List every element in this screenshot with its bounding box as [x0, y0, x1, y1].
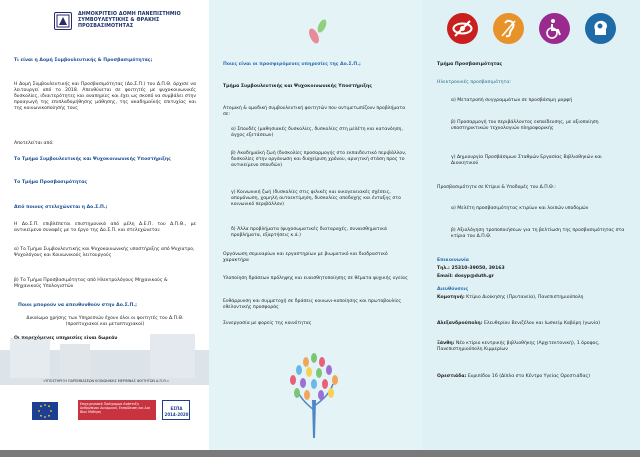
- tree-illustration-icon: [279, 340, 349, 440]
- problem-b: β) Ακαδημαϊκή ζωή (δυσκολίες προσαρμογής στο εκπαιδευτικό περιβάλλον, δυσκολίες στην οργάνωση και διαχείριση χρόνου, αρνητική στάση προς το αντικείμενο σπουδών): [231, 151, 407, 168]
- logo-text: ΔΗΜΟΚΡΙΤΕΙΟ ΔΟΜΗ ΠΑΝΕΠΙΣΤΗΜΙΟ ΣΥΜΒΟΥΛΕΥΤΙΚΗΣ & ΘΡΑΚΗΣ ΠΡΟΣΒΑΣΙΜΟΤΗΤΑΣ: [78, 12, 181, 29]
- address-city: Αλεξανδρούπολη:: [437, 321, 483, 326]
- q1-heading: Τι είναι η Δομή Συμβουλευτικής & Προσβασιμότητας;: [14, 58, 153, 63]
- address-text: Ελευθερίου Βενιζέλου και Ιωσκείμ Καβύρη (γωνία): [484, 321, 601, 326]
- service-community: Συνεργασία με φορείς της κοινότητας: [223, 321, 312, 326]
- duth-logo: [54, 10, 181, 32]
- address-text: Ευριπίδου 16 (Δίπλα στο Κέντρο Υγείας Ορεστιάδας): [467, 374, 590, 379]
- address-text: Κτίριο Διοίκησης (Πρυτανεία), Πανεπιστημιούπολη: [466, 295, 584, 300]
- project-title: «ΥΠΟΣΤΗΡΙΞΗ ΠΑΡΕΜΒΑΣΕΩΝ ΚΟΙΝΩΝΙΚΗΣ ΜΕΡΙΜΝΑΣ ΦΟΙΤΗΤΩΝ Δ.Π.Θ.»: [43, 379, 169, 383]
- unit-counselling: Το Τμήμα Συμβουλευτικής και Ψυχοκοινωνικής Υποστήριξης: [14, 157, 171, 162]
- q3-free: Οι παρεχόμενες υπηρεσίες είναι δωρεάν: [14, 336, 118, 341]
- address-city: Ορεστιάδα:: [437, 374, 467, 379]
- consists-label: Αποτελείται από:: [14, 141, 54, 146]
- address-alexandroupoli: [437, 321, 627, 327]
- q3-heading: Ποιοι μπορούν να απευθυνθούν στην Δο.Σ.Π.;: [18, 303, 137, 308]
- funding-banner: [12, 388, 200, 426]
- right-panel: [423, 0, 640, 450]
- contact-email[interactable]: Email: dosyp@duth.gr: [437, 274, 494, 279]
- problem-c: γ) Κοινωνική ζωή (δυσκολίες στις φιλικές και οικογενειακές σχέσεις, απομόνωση, χαμηλή αυτοεκτίμηση, δυσκολίες αποδοχής και ένταξης στο κοινωνικό περιβάλλον): [231, 190, 401, 207]
- q2-item-b: β) Το Τμήμα Προσβασιμότητας από Ηλεκτρολόγους Μηχανικούς & Μηχανικούς Υπολογιστών: [14, 278, 168, 289]
- services-heading: Ποιες είναι οι προσφερόμενες υπηρεσίες της Δο.Σ.Π.;: [223, 62, 361, 67]
- eu-flag-icon: [32, 402, 58, 420]
- left-panel: [0, 0, 209, 450]
- service-b: β) Προσαρμογή του περιβάλλοντος εκπαίδευσης, με αξιοποίηση υποστηρικτικών τεχνολογιών πληροφορικής: [451, 120, 599, 131]
- problem-a: α) Σπουδές (μαθησιακές δυσκολίες, δυσκολίες στη μελέτη και κατανόηση, άγχος εξετάσεων): [231, 127, 403, 138]
- service-volunteering: Ενθάρρυνση και συμμετοχή σε δράσεις κοινωνι-κοποίησης και πρωτοβουλίες εθελοντικής προσφοράς: [223, 299, 402, 310]
- q2-heading: Από ποιους στελεχώνεται η Δο.Σ.Π.;: [14, 205, 108, 210]
- physical-accessibility-heading: Προσβασιμότητα σε Κτίρια & Υποδομές του Δ.Π.Θ.:: [437, 185, 556, 190]
- logo-mark-icon: [54, 12, 72, 30]
- wheelchair-icon: [539, 13, 570, 44]
- leaf-motif-icon: [307, 16, 329, 46]
- counselling-intro: Ατομική & ομαδική συμβουλευτική φοιτητών που αντιμετωπίζουν προβλήματα σε:: [223, 106, 406, 117]
- accessibility-dept-title: Τμήμα Προσβασιμότητας: [437, 62, 503, 67]
- counselling-dept-title: Τμήμα Συμβουλευτικής και Ψυχοκοινωνικής Υποστήριξης: [223, 84, 372, 89]
- funding-text: Επιχειρησιακό Πρόγραμμα Ανάπτυξη Ανθρώπινου Δυναμικού, Εκπαίδευση και Δια Βίου Μάθηση: [80, 402, 150, 414]
- hearing-impaired-icon: [493, 13, 524, 44]
- service-c: γ) Δημιουργία Προσβάσιμων Σταθμών Εργασίας Βιβλιοθηκών και Διοικητικού: [451, 155, 602, 166]
- visually-impaired-icon: [447, 13, 478, 44]
- addresses-heading: Διευθύνσεις: [437, 287, 469, 292]
- address-city: Κομοτηνή:: [437, 295, 465, 300]
- cognitive-icon: [585, 13, 616, 44]
- service-seminars: Οργάνωση σεμιναρίων και εργαστηρίων με βιωματικό και διαδραστικό χαρακτήρα: [223, 252, 388, 263]
- q2-item-a: α) Το Τμήμα Συμβουλευτικής και Ψυχοκοινωνικής υποστήριξης από Ψυχίατρο, Ψυχολόγους και Κοινωνικούς λειτουργούς: [14, 247, 195, 258]
- address-xanthi: [437, 341, 627, 353]
- address-text: Νέο κτίριο κεντρικής βιβλιοθήκης (Αρχιτεκτονική), 1 όροφος, Πανεπιστημιούπολη Κιμμερίων: [437, 341, 600, 352]
- campus-photo: [0, 330, 209, 385]
- middle-panel: [209, 0, 423, 450]
- problem-d: δ) Άλλα προβλήματα (ψυχοσωματικές διαταραχές, συναισθηματικά προβλήματα, εξαρτήσεις κ.ά.): [231, 227, 387, 238]
- address-orestiada: [437, 374, 627, 380]
- espa-label: ΕΣΠΑ 2014-2020: [164, 406, 189, 417]
- address-city: Ξάνθη:: [437, 341, 455, 346]
- espa-logo: [162, 400, 190, 420]
- contact-phone[interactable]: Τηλ.: 25310-39050, 39163: [437, 266, 505, 271]
- physical-b: β) Αξιολόγηση τροποποιήσεων για τη βελτίωση της προσβασιμότητας στα κτίρια του Δ.Π.Θ.: [451, 228, 625, 239]
- physical-a: α) Μελέτη προσβασιμότητας κτιρίων και λοιπών υποδομών: [451, 206, 589, 211]
- program-logo: [78, 400, 156, 420]
- q3-body: Δικαίωμα χρήσης των Υπηρεσιών έχουν όλοι οι φοιτητές του Δ.Π.Θ. (προπτυχιακοί και μεταπτυχιακοί): [26, 316, 184, 327]
- q2-intro: Η Δο.Σ.Π. επιβλέπεται επιστημονικά από μέλη Δ.Ε.Π. του Δ.Π.Θ., με αντικείμενο συναφές με το έργο της Δο.Σ.Π. και στελεχώνεται:: [14, 222, 196, 233]
- address-komotini: [437, 295, 627, 301]
- contact-heading: Επικοινωνία: [437, 258, 469, 263]
- unit-accessibility: Το Τμήμα Προσβασιμότητας: [14, 180, 88, 185]
- e-accessibility-heading: Ηλεκτρονικές προσβασιμότητα:: [437, 80, 511, 85]
- q1-body: Η Δομή Συμβουλευτικής και Προσβασιμότητας (Δο.Σ.Π.) του Δ.Π.Θ. άρχισε να λειτουργεί από το 2018. Απευθύνεται σε φοιτητές με ψυχοκοινωνικές δυσκολίες, ιδιαιτερότητες και αναπηρίες και έχει ως σκοπό να συμβάλει στην προαγωγή της επιπλαδομήθησης μάθησης, της ακαδημαϊκής επιτυχίας και της κοινωνικοποίησής τους: [14, 82, 196, 111]
- service-a: α) Μετατροπή συγγραμμάτων σε προσβάσιμη μορφή: [451, 98, 573, 103]
- service-prevention: Υλοποίηση δράσεων πρόληψης και ευαισθητοποίησης σε θέματα ψυχικής υγείας: [223, 276, 408, 281]
